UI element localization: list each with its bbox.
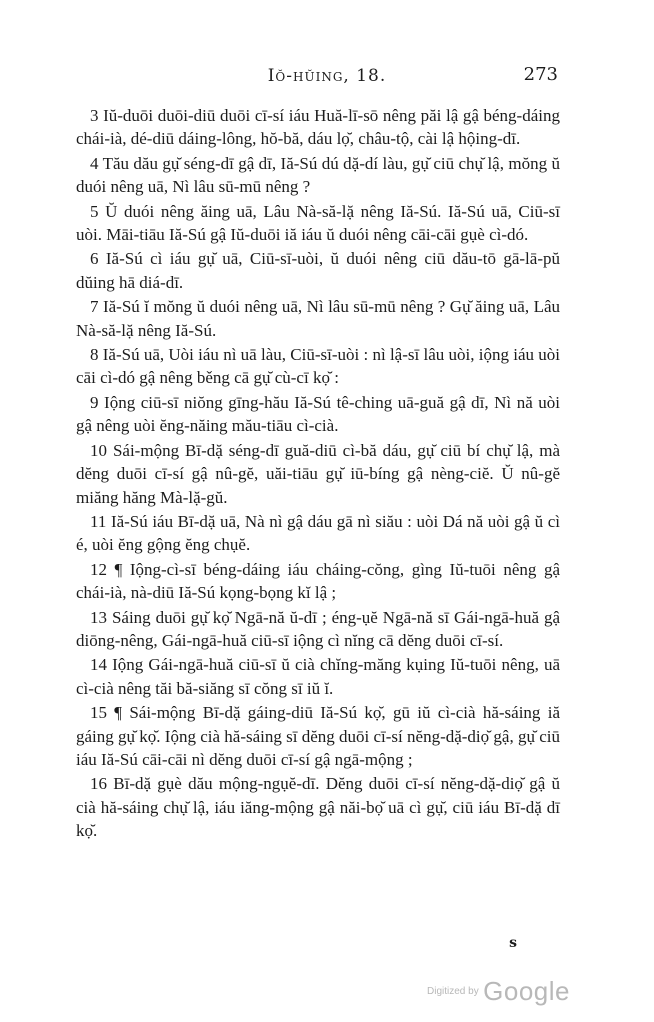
verse-8: 8 Iă-Sú uā, Uòi iáu nì uā làu, Ciū-sī-uòi : nì lậ-sī lâu uòi, iộng iáu uòi cāi cì-dó gậ nêng běng cā gụ̆ cù-cī kọ̆ : — [76, 345, 560, 388]
verse-13: 13 Sáing duōi gụ̆ kọ̆ Ngā-nă ŭ-dī ; éng-ụĕ Ngā-nă sī Gái-ngā-huă gậ diōng-nêng, Gái-ngā-huă ciū-sī iộng cì nĭng cā dĕng duōi cī-sí. — [76, 607, 560, 650]
verse-14: 14 Iộng Gái-ngā-huă ciū-sī ŭ cià chĭng-măng kụing Iŭ-tuōi nêng, uā cì-cià nêng tăi bă-siăng sī cŏng sī iŭ ĭ. — [76, 655, 560, 698]
verse-5: 5 Ŭ duói nêng ăing uā, Lâu Nà-să-lặ nêng Iă-Sú. Iă-Sú uā, Ciū-sī uòi. Māi-tiāu Iă-Sú gậ Iŭ-duōi iă iáu ŭ duói nêng cāi-cāi gụè cì-dó. — [76, 201, 560, 245]
verse-7: 7 Iă-Sú ĭ mŏng ŭ duói nêng uā, Nì lâu sū-mū nêng ? Gụ̆ ăing uā, Lâu Nà-să-lặ nêng Iă-Sú. — [76, 297, 560, 340]
watermark-prefix: Digitized by — [427, 986, 479, 997]
signature-mark: s — [509, 935, 517, 951]
body-text — [76, 104, 560, 844]
google-logo: Google — [483, 976, 570, 1006]
verse-10: 10 Sái-mộng Bī-dặ séng-dī guă-diū cì-bă dáu, gụ̆ ciū bí chụ̆ lậ, mà dĕng duōi cī-sí gậ nû-gĕ, uăi-tiāu gụ̆ iū-bíng gậ nèng-ciĕ. Ŭ nû-gĕ miăng hăng Mà-lặ-gŭ. — [76, 440, 560, 507]
verse-15: 15 ¶ Sái-mộng Bī-dặ gáing-diū Iă-Sú kọ̆, gū iŭ cì-cià hă-sáing iă gáing gụ̆ kọ̆. Iộng cià hă-sáing sī dĕng duōi cī-sí nĕng-dặ-diọ̆ gậ, gụ̆ ciū iáu Iă-Sú cāi-cāi nì dĕng duōi cī-sí gậ ngā-mộng ; — [76, 703, 560, 769]
verse-11: 11 Iă-Sú iáu Bī-dặ uā, Nà nì gậ dáu gā nì siău : uòi Dá nă uòi gậ ŭ cì é, uòi ĕng gộng ĕng chụĕ. — [76, 511, 560, 555]
running-title: Iŏ-hŭing, 18. — [267, 66, 387, 86]
page-number: 273 — [523, 64, 558, 85]
verse-12: 12 ¶ Iộng-cì-sī béng-dáing iáu cháing-cŏng, gìng Iŭ-tuōi nêng gậ chái-ià, nà-diū Iă-Sú kọng-bọng kĭ lậ ; — [76, 559, 560, 603]
digitized-watermark — [427, 976, 570, 1007]
verse-6: 6 Iă-Sú cì iáu gụ̆ uā, Ciū-sī-uòi, ŭ duói nêng ciū dău-tō gā-lā-pŭ dŭing hā diá-dī. — [76, 249, 560, 292]
verse-9: 9 Iộng ciū-sī niŏng gīng-hău Iă-Sú tê-ching uā-guă gậ dī, Nì nă uòi gậ nêng uòi ĕng-năing mău-tiāu cì-cià. — [76, 392, 560, 436]
verse-3: 3 Iŭ-duōi duōi-diū duōi cī-sí iáu Huă-lī-sō nêng păi lậ gậ béng-dáing chái-ià, dé-diū dáing-lông, hŏ-bă, dáu lọ̆, châu-tộ, cài lậ hộing-dī. — [76, 106, 560, 149]
verse-16: 16 Bī-dặ gụè dău mộng-ngụĕ-dī. Dĕng duōi cī-sí nĕng-dặ-diọ̆ gậ ŭ cià hă-sáing chụ̆ lậ, iáu iăng-mộng gậ năi-bọ̆ uā cì gụ̆, ciū iáu Bī-dặ dī kọ̆. — [76, 774, 560, 841]
verse-4: 4 Tău dău gụ̆ séng-dī gậ dī, Iă-Sú dú dặ-dí làu, gụ̆ ciū chụ̆ lậ, mŏng ŭ duói nêng uā, Nì lâu sū-mū nêng ? — [76, 153, 560, 197]
